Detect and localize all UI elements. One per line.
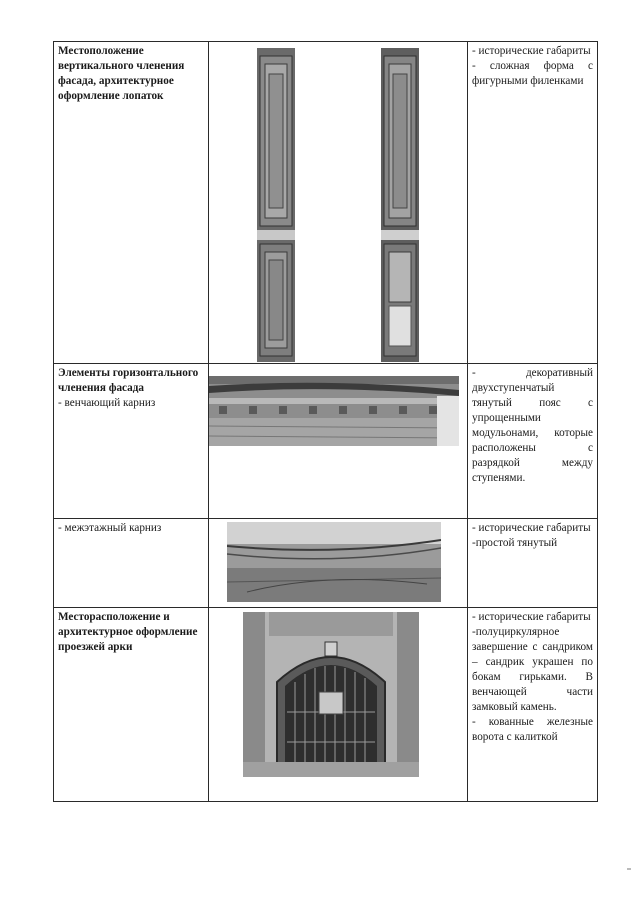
note-line: - кованные железные ворота с калиткой [472,716,593,743]
table-row [54,364,598,519]
photo-cell [209,364,468,519]
pilaster-photo-left [257,48,295,362]
photo-cell [209,42,468,364]
element-heading: Элементы горизонтального членения фасада [58,367,199,394]
notes-cell [468,364,598,519]
monument-spec-table [53,41,598,802]
note-line: - сложная форма с фигурными филенками [472,60,593,87]
element-heading: Месторасположение и архитектурное оформление проезжей арки [58,611,198,653]
element-label-cell [54,42,209,364]
photo-cell [209,519,468,608]
interfloor-cornice-photo [227,522,441,602]
photo-cell [209,608,468,802]
notes-cell [468,608,598,802]
note-line: - исторические габариты [472,522,591,534]
table-row [54,519,598,608]
archway-photo [243,612,419,777]
note-line: - декоративный двухступенчатый тянутый пояс с упрощенными модульонами, которые расположены с разрядкой между ступенями. [472,367,593,484]
table-row [54,42,598,364]
note-line: -полуциркулярное завершение с сандриком – сандрик украшен по бокам гирьками. В венчающей части замковый камень. [472,626,593,713]
notes-cell [468,42,598,364]
element-label-cell [54,364,209,519]
pilaster-photo-right [381,48,419,362]
note-line: - исторические габариты [472,611,591,623]
cornice-photo [209,376,459,446]
element-heading: Местоположение вертикального членения фасада, архитектурное оформление лопаток [58,45,185,102]
scan-artifact [627,868,631,870]
element-subitem: - межэтажный карниз [58,522,162,534]
note-line: - исторические габариты [472,45,591,57]
notes-cell [468,519,598,608]
element-subitem: - венчающий карниз [58,397,156,409]
table-row [54,608,598,802]
note-line: -простой тянутый [472,537,558,549]
element-label-cell [54,519,209,608]
element-label-cell [54,608,209,802]
